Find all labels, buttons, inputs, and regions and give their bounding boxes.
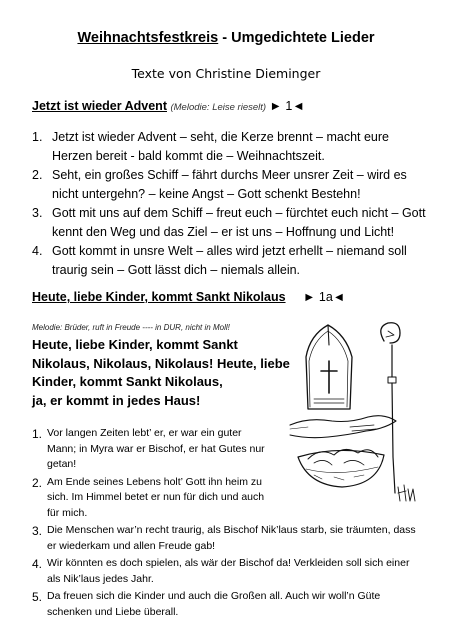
verse-text: Da freuen sich die Kinder und auch die Großen all. Auch wir woll’n Güte schenken und Liebe überall. — [47, 590, 381, 618]
verse — [32, 475, 272, 522]
refrain-line: Heute, liebe Kinder, kommt Sankt — [32, 337, 238, 352]
song2-heading — [32, 290, 345, 304]
verse — [32, 128, 427, 166]
verse-number: 4. — [32, 557, 43, 571]
verse-number: 3. — [32, 206, 43, 220]
verse — [32, 589, 422, 620]
verse-number: 2. — [32, 475, 43, 490]
song2-melody: Melodie: Brüder, ruft in Freude ---- in DUR, nicht in Moll! — [32, 323, 230, 332]
page-title — [0, 30, 452, 46]
verse-text: Seht, ein großes Schiff – fährt durchs Meer unsrer Zeit – wird es nicht untergehn? – keine Angst – Gott schenkt Bestehn! — [52, 168, 407, 201]
author-subtitle: Texte von Christine Dieminger — [131, 66, 321, 81]
verse — [32, 556, 422, 587]
verse-text: Die Menschen war’n recht traurig, als Bischof Nik’laus starb, sie träumten, dass er wiederkam und allen Freude gab! — [47, 524, 416, 552]
verse-text: Wir könnten es doch spielen, als wär der Bischof da! Verkleiden soll sich einer als Nik’laus jedes Jahr. — [47, 557, 410, 585]
verse-number: 3. — [32, 524, 43, 538]
title-rest: - Umgedichtete Lieder — [218, 30, 375, 46]
verse-text: Gott kommt in unsre Welt – alles wird jetzt erhellt – niemand soll traurig sein – Gott lässt dich – niemals allein. — [52, 244, 407, 277]
verse — [32, 242, 427, 280]
bishop-sketch-icon — [288, 317, 416, 507]
song2-title: Heute, liebe Kinder, kommt Sankt Nikolaus — [32, 290, 286, 304]
verse-text: Am Ende seines Lebens holt’ Gott ihn heim zu sich. Im Himmel betet er nun für dich und auch für mich. — [47, 475, 265, 519]
verse-number: 1. — [32, 130, 43, 144]
verse-number: 4. — [32, 244, 43, 258]
verse — [32, 523, 422, 554]
verse-text: Jetzt ist wieder Advent – seht, die Kerze brennt – macht eure Herzen bereit - bald kommt die – Weihnachtszeit. — [52, 130, 389, 163]
verse-text: Vor langen Zeiten lebt’ er, er war ein guter Mann; in Myra war er Bischof, er hat Gutes nur getan! — [47, 427, 265, 470]
verse — [32, 166, 427, 204]
verse-number: 1. — [32, 427, 43, 441]
song1-verses — [32, 128, 427, 280]
song2-refrain — [32, 336, 290, 410]
refrain-line: Kinder, kommt Sankt Nikolaus, — [32, 374, 223, 389]
verse — [32, 204, 427, 242]
verse — [32, 426, 272, 473]
song1-melody: (Melodie: Leise rieselt) — [170, 102, 267, 113]
verse-text: Gott mit uns auf dem Schiff – freut euch – fürchtet euch nicht – Gott kennt den Weg und das Ziel – er ist uns – Hoffnung und Licht! — [52, 206, 426, 239]
song1-heading — [32, 99, 305, 113]
verse-number: 2. — [32, 168, 43, 182]
refrain-line: ja, er kommt in jedes Haus! — [32, 392, 201, 408]
refrain-line: Nikolaus, Nikolaus, Nikolaus! Heute, liebe — [32, 355, 290, 371]
verse-number: 5. — [32, 590, 43, 604]
song1-track: ► 1◄ — [269, 99, 305, 113]
song2-track: ► 1a◄ — [303, 290, 346, 304]
title-underlined: Weihnachtsfestkreis — [77, 30, 219, 46]
song1-title: Jetzt ist wieder Advent — [32, 99, 167, 113]
